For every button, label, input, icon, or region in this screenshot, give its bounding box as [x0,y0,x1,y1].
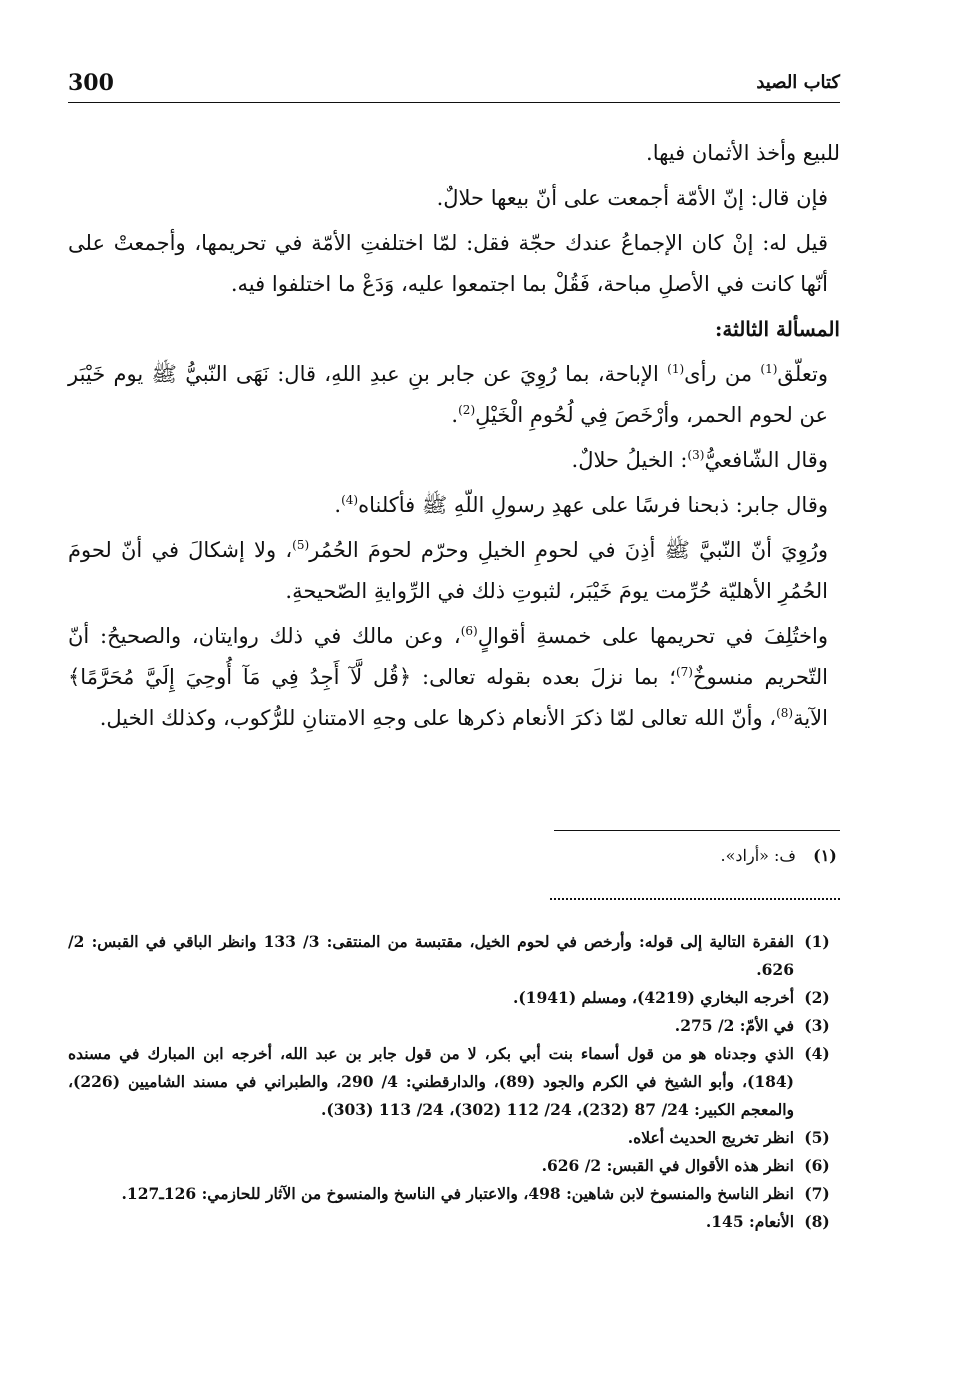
paragraph [68,485,840,526]
text-run: وقال الشّافعيُّ [704,448,828,472]
footnote-number: (8) [804,1212,830,1231]
footnote [68,1040,840,1124]
footnote-text: الأنعام: 145. [705,1212,794,1231]
variant-notes [68,842,840,870]
footnote-ref: (3) [687,448,705,462]
footnote [68,1180,840,1208]
footnote-text: انظر تخريج الحديث أعلاه. [627,1128,794,1147]
text-run: . [451,403,459,427]
variant-note [68,842,840,870]
footnote-ref: (7) [675,665,693,679]
page-number: 300 [68,70,114,96]
text-run: ، وأنّ الله تعالى لمّا ذكرَ الأنعام ذكرها على وجهِ الامتنانِ للرُّكوب، وكذلك الخيل. [99,706,777,730]
footnote-number: (2) [804,988,830,1007]
paragraph: للبيع وأخذ الأثمان فيها. [646,141,840,165]
footnote-ref: (6) [460,624,478,638]
footnote-number: (7) [804,1184,830,1203]
footnote-text: الذي وجدناه هو من قول أسماء بنت أبي بكر، لا من قول جابر بن عبد الله، أخرجه ابن المبارك في مسنده (184)، وأبو الشيخ في الكرم والجود (89)، والدارقطني: 4/ 290، والطبراني في مسند الشاميين (226)، والمعجم الكبير: 24/ 87 (232)، 24/ 112 (302)، 24/ 113 (303). [68,1044,795,1119]
footnote-separator [554,830,840,831]
paragraph [68,354,840,436]
text-run: وتعلّق [777,362,828,386]
text-run: وقال جابر: ذبحنا فرسًا على عهدِ رسولِ اللّهِ ﷺ فأكلناه [358,493,828,517]
text-run: ؛ بما نزلَ بعده بقوله تعالى: ﴿قُل لَّآ أَجِدُ فِي مَآ أُوحِيَ إِلَيَّ مُحَرَّمًا﴾ الآية [68,665,828,730]
text-run: ، ولا إشكالَ في أنّ لحومَ الحُمُرِ الأهليّة حُرِّمت يومَ خَيْبَر، لثبوتِ ذلك في الرِّوايةِ الصّحيحةِ. [68,538,828,603]
footnote [68,984,840,1012]
dotted-separator [550,898,840,902]
footnote-number: (5) [804,1128,830,1147]
footnote [68,1124,840,1152]
paragraph [68,440,840,481]
footnote-ref: (1) [667,362,685,376]
footnote [68,1208,840,1236]
footnote-ref: (8) [776,706,794,720]
text-run: ورُوِيَ أنّ النّبيَّ ﷺ أذِنَ في لحومِ الخيلِ وحرّم لحومَ الحُمُر [309,538,829,562]
footnote-number: (1) [804,932,830,951]
paragraph: قيل له: إنْ كان الإجماعُ عندك حجّة فقل: لمّا اختلفتِ الأمّة في تحريمها، وأجمعتْ على أنّها كانت في الأصلِ مباحة، فَقُلْ بما اجتمعوا عليه، وَدَعْ ما اختلفوا فيه. [68,231,828,296]
footnote [68,1152,840,1180]
variant-note-text: ف: «أراد». [720,846,796,865]
footnote-ref: (4) [341,493,359,507]
main-text [68,133,840,739]
text-run: : الخيلُ حلالٌ. [571,448,688,472]
running-head: كتاب الصيد [756,72,840,93]
footnote [68,1012,840,1040]
footnote-number: (3) [804,1016,830,1035]
footnote-ref: (5) [292,538,310,552]
text-run: من رأى [684,362,761,386]
footnote [68,928,840,984]
footnote-number: (6) [804,1156,830,1175]
paragraph [68,616,840,739]
section-heading: المسألة الثالثة: [715,317,840,341]
footnote-text: انظر الناسخ والمنسوخ لابن شاهين: 498، والاعتبار في الناسخ والمنسوخ من الآثار للحازمي: 126ـ127. [121,1184,794,1203]
footnote-ref: (1) [760,362,778,376]
paragraph: فإن قال: إنّ الأمّة أجمعت على أنّ بيعها حلالٌ. [436,186,828,210]
text-run: ، وعن مالك في ذلك روايتان، والصحيحُ: أنّ التّحريم منسوخٌ [68,624,828,689]
footnote-text: في الأمّ: 2/ 275. [674,1016,794,1035]
text-run: واختُلِفَ في تحريمها على خمسةِ أقوالٍ [477,624,828,648]
footnote-ref: (2) [458,403,476,417]
variant-note-number: (١) [813,846,837,865]
footnote-text: الفقرة التالية إلى قوله: وأرخص في لحوم الخيل، مقتبسة من المنتقى: 3/ 133 وانظر الباقي في القبس: 2/ 626. [68,932,794,979]
footnotes [68,928,840,1236]
page-header [68,70,840,103]
footnote-number: (4) [804,1044,830,1063]
text-run: . [334,493,342,517]
text-run: الإباحة، بما رُوِيَ عن جابر بنِ عبدِ اللهِ، قال: نَهَى النّبيُّ ﷺ يوم خَيْبَر عن لحوم الحمر، وأرْخَصَ فِي لُحُومِ الْخَيْلِ [68,362,828,427]
paragraph [68,530,840,612]
footnote-text: انظر هذه الأقوال في القبس: 2/ 626. [541,1156,794,1175]
book-page [68,70,840,1310]
footnote-text: أخرجه البخاري (4219)، ومسلم (1941). [512,988,794,1007]
